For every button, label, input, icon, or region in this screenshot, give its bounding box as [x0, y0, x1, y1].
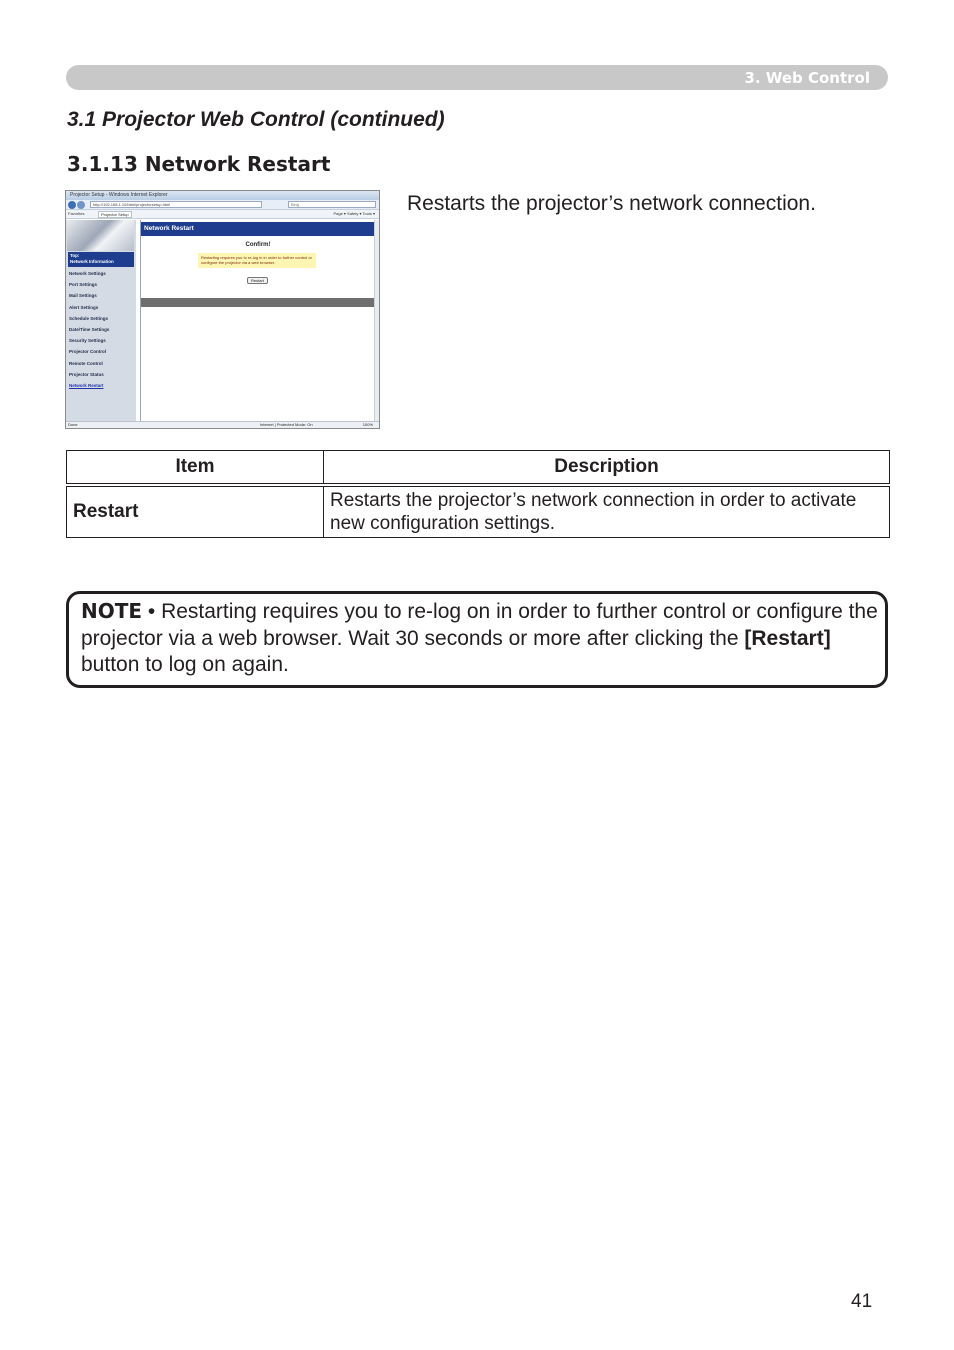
sidebar-item: Projector Control — [69, 349, 107, 355]
sidebar-item: Security Settings — [69, 338, 106, 344]
sidebar-top-item — [68, 252, 134, 267]
browser-search-field: Bing — [288, 201, 376, 208]
note-text — [81, 598, 881, 679]
status-left: Done — [68, 422, 78, 427]
table-row — [67, 485, 890, 538]
web-page-heading: Network Restart — [141, 222, 375, 236]
browser-window-title: Projector Setup - Windows Internet Explorer — [70, 192, 168, 198]
browser-titlebar — [66, 191, 379, 200]
sidebar-menu — [69, 271, 109, 394]
browser-tools: Page ▾ Safety ▾ Tools ▾ — [333, 211, 375, 216]
page-number: 41 — [851, 1291, 873, 1312]
sidebar-item: Projector Status — [69, 371, 104, 377]
column-header-item: Item — [67, 451, 324, 485]
projector-logo-image — [67, 220, 134, 251]
sidebar-item: Mail Settings — [69, 293, 97, 299]
note-label: NOTE — [81, 599, 143, 623]
description-table — [66, 450, 890, 538]
browser-screenshot — [65, 190, 380, 429]
forward-icon — [77, 201, 85, 209]
table-header-row — [67, 451, 890, 485]
browser-scrollbar — [374, 220, 379, 422]
note-keyword: [Restart] — [744, 626, 831, 650]
subsection-title: 3.1.13 Network Restart — [67, 152, 331, 176]
sidebar-item: Date/Time Settings — [69, 326, 110, 332]
table-cell-item: Restart — [67, 485, 324, 538]
grey-divider — [141, 298, 375, 307]
confirm-message: Restarting requires you to re-log in in order to further control or configure the projector via a web browser. — [198, 253, 316, 268]
sidebar-top-line1: Top: — [70, 253, 80, 258]
status-zoom: 100% — [362, 422, 373, 427]
browser-favorites-bar — [66, 210, 379, 219]
section-title: 3.1 Projector Web Control (continued) — [67, 108, 445, 131]
restart-button: Restart — [247, 277, 268, 284]
table-cell-description: Restarts the projector’s network connection in order to activate new configuration settings. — [324, 485, 890, 538]
note-body-start: • Restarting requires you to re-log on in order to further control or configure the projector via a web browser. Wait 30 seconds or more after clicking the — [81, 600, 878, 650]
note-box — [66, 591, 888, 688]
web-content — [140, 220, 376, 422]
column-header-description: Description — [324, 451, 890, 485]
web-sidebar — [66, 220, 136, 422]
note-body-end: button to log on again. — [81, 653, 289, 676]
sidebar-item: Network Settings — [69, 271, 106, 276]
chapter-title: 3. Web Control — [744, 69, 870, 87]
favorites-label: Favorites — [68, 211, 85, 216]
browser-status-bar — [66, 421, 379, 428]
sidebar-item: Alert Settings — [69, 304, 99, 310]
sidebar-top-line2: Network Information — [70, 259, 114, 264]
url-field: http://192.168.1.10/html/projectorsetup.html — [90, 201, 262, 208]
chapter-header-bar — [66, 65, 888, 90]
confirm-title: Confirm! — [245, 242, 271, 248]
sidebar-item: Remote Control — [69, 360, 103, 366]
sidebar-item: Schedule Settings — [69, 315, 109, 321]
sidebar-item: Port Settings — [69, 282, 98, 288]
sidebar-item-network-restart: Network Restart — [69, 382, 104, 388]
status-zone: Internet | Protected Mode: On — [260, 422, 313, 427]
intro-text: Restarts the projector’s network connection. — [407, 192, 816, 215]
browser-address-bar — [66, 200, 379, 210]
back-icon — [68, 201, 76, 209]
browser-tab: Projector Setup — [98, 211, 132, 218]
